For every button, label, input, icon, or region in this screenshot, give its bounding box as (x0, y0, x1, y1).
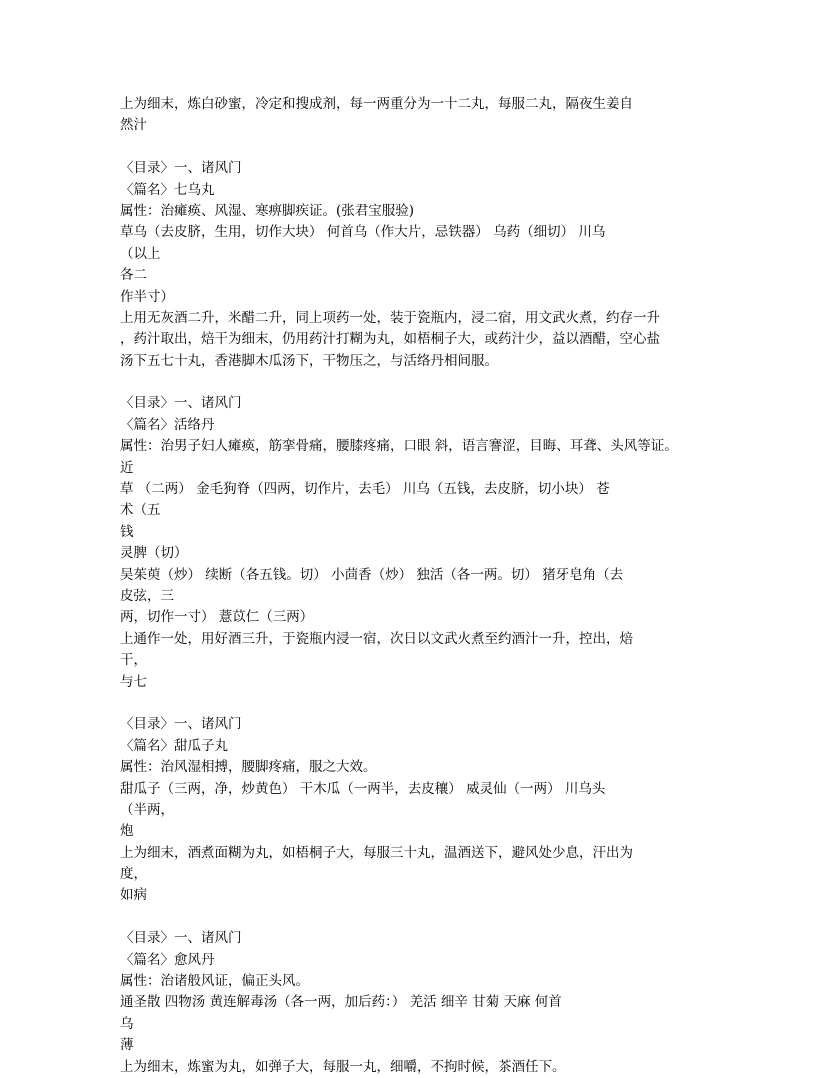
document-page (120, 94, 710, 1078)
text-line: 薄 (120, 1037, 134, 1054)
text-line: 上用无灰酒二升，米醋二升，同上项药一处，装于瓷瓶内，浸二宿，用文武火煮，约存一升 (120, 309, 660, 326)
text-line: 〈篇名〉七乌丸 (120, 181, 215, 198)
text-line: （以上 (120, 245, 161, 262)
text-line: 炮 (120, 823, 134, 840)
text-line: 〈目录〉一、诸风门 (120, 160, 242, 177)
text-line: 皮弦，三 (120, 587, 174, 604)
text-line: 〈篇名〉愈风丹 (120, 951, 215, 968)
text-line: （半两， (120, 801, 174, 818)
text-line: 灵脾（切） (120, 545, 188, 562)
text-line: 甜瓜子（三两，净，炒黄色） 干木瓜（一两半，去皮穰） 威灵仙（一两） 川乌头 (120, 780, 606, 797)
blank-line (120, 907, 710, 928)
text-line: 然汁 (120, 117, 147, 134)
text-line: 度， (120, 866, 147, 883)
text-line: 上为细末，酒煮面糊为丸，如梧桐子大，每服三十丸，温酒送下，避风处少息，汗出为 (120, 844, 633, 861)
text-line: 乌 (120, 1015, 134, 1032)
text-line: ，药汁取出，焙干为细末，仍用药汁打糊为丸，如梧桐子大，或药汁少，益以酒醋，空心盐 (120, 331, 660, 348)
blank-line (120, 372, 710, 393)
text-line: 〈目录〉一、诸风门 (120, 395, 242, 412)
text-line: 属性：治诸般风证，偏正头风。 (120, 973, 309, 990)
text-line: 钱 (120, 523, 134, 540)
text-line: 属性：治瘫痪、风湿、寒痹脚疾证。(张君宝服验) (120, 202, 415, 219)
text-line: 〈篇名〉活络丹 (120, 416, 215, 433)
blank-line (120, 693, 710, 714)
text-line: 如病 (120, 887, 147, 904)
text-line: 上为细末，炼白砂蜜，冷定和搜成剂，每一两重分为一十二丸，每服二丸，隔夜生姜自 (120, 96, 633, 112)
text-line: 草乌（去皮脐，生用，切作大块） 何首乌（作大片，忌铁器） 乌药（细切） 川乌 (120, 224, 606, 241)
text-line: 近 (120, 459, 134, 476)
text-line: 汤下五七十丸，香港脚木瓜汤下，干物压之，与活络丹相间服。 (120, 352, 498, 369)
text-line: 〈目录〉一、诸风门 (120, 930, 242, 947)
text-line: 各二 (120, 267, 147, 284)
text-line: 两，切作一寸） 薏苡仁（三两） (120, 609, 314, 626)
text-line: 属性：治男子妇人瘫痪，筋挛骨痛，腰膝疼痛，口眼 斜，语言謇涩，目晦、耳聋、头风等证。 (120, 438, 678, 455)
text-line: 干， (120, 652, 147, 669)
blank-line (120, 137, 710, 158)
text-line: 上通作一处，用好酒三升，于瓷瓶内浸一宿，次日以文武火煮至约酒汁一升，控出，焙 (120, 630, 633, 647)
text-line: 通圣散 四物汤 黄连解毒汤（各一两，加后药：） 羌活 细辛 甘菊 天麻 何首 (120, 994, 562, 1011)
text-line: 术（五 (120, 502, 161, 519)
text-line: 草 （二两） 金毛狗脊（四两，切作片，去毛） 川乌（五钱，去皮脐，切小块） 苍 (120, 481, 610, 498)
text-line: 属性：治风湿相搏，腰脚疼痛，服之大效。 (120, 759, 377, 776)
text-line: 〈篇名〉甜瓜子丸 (120, 737, 228, 754)
text-line: 作半寸） (120, 288, 174, 305)
text-line: 上为细末，炼蜜为丸，如弹子大，每服一丸，细嚼，不拘时候，茶酒任下。 (120, 1058, 566, 1075)
text-line: 〈目录〉一、诸风门 (120, 716, 242, 733)
text-line: 吴茱萸（炒） 续断（各五钱。切） 小茴香（炒） 独活（各一两。切） 猪牙皂角（去 (120, 566, 624, 583)
text-line: 与七 (120, 673, 147, 690)
